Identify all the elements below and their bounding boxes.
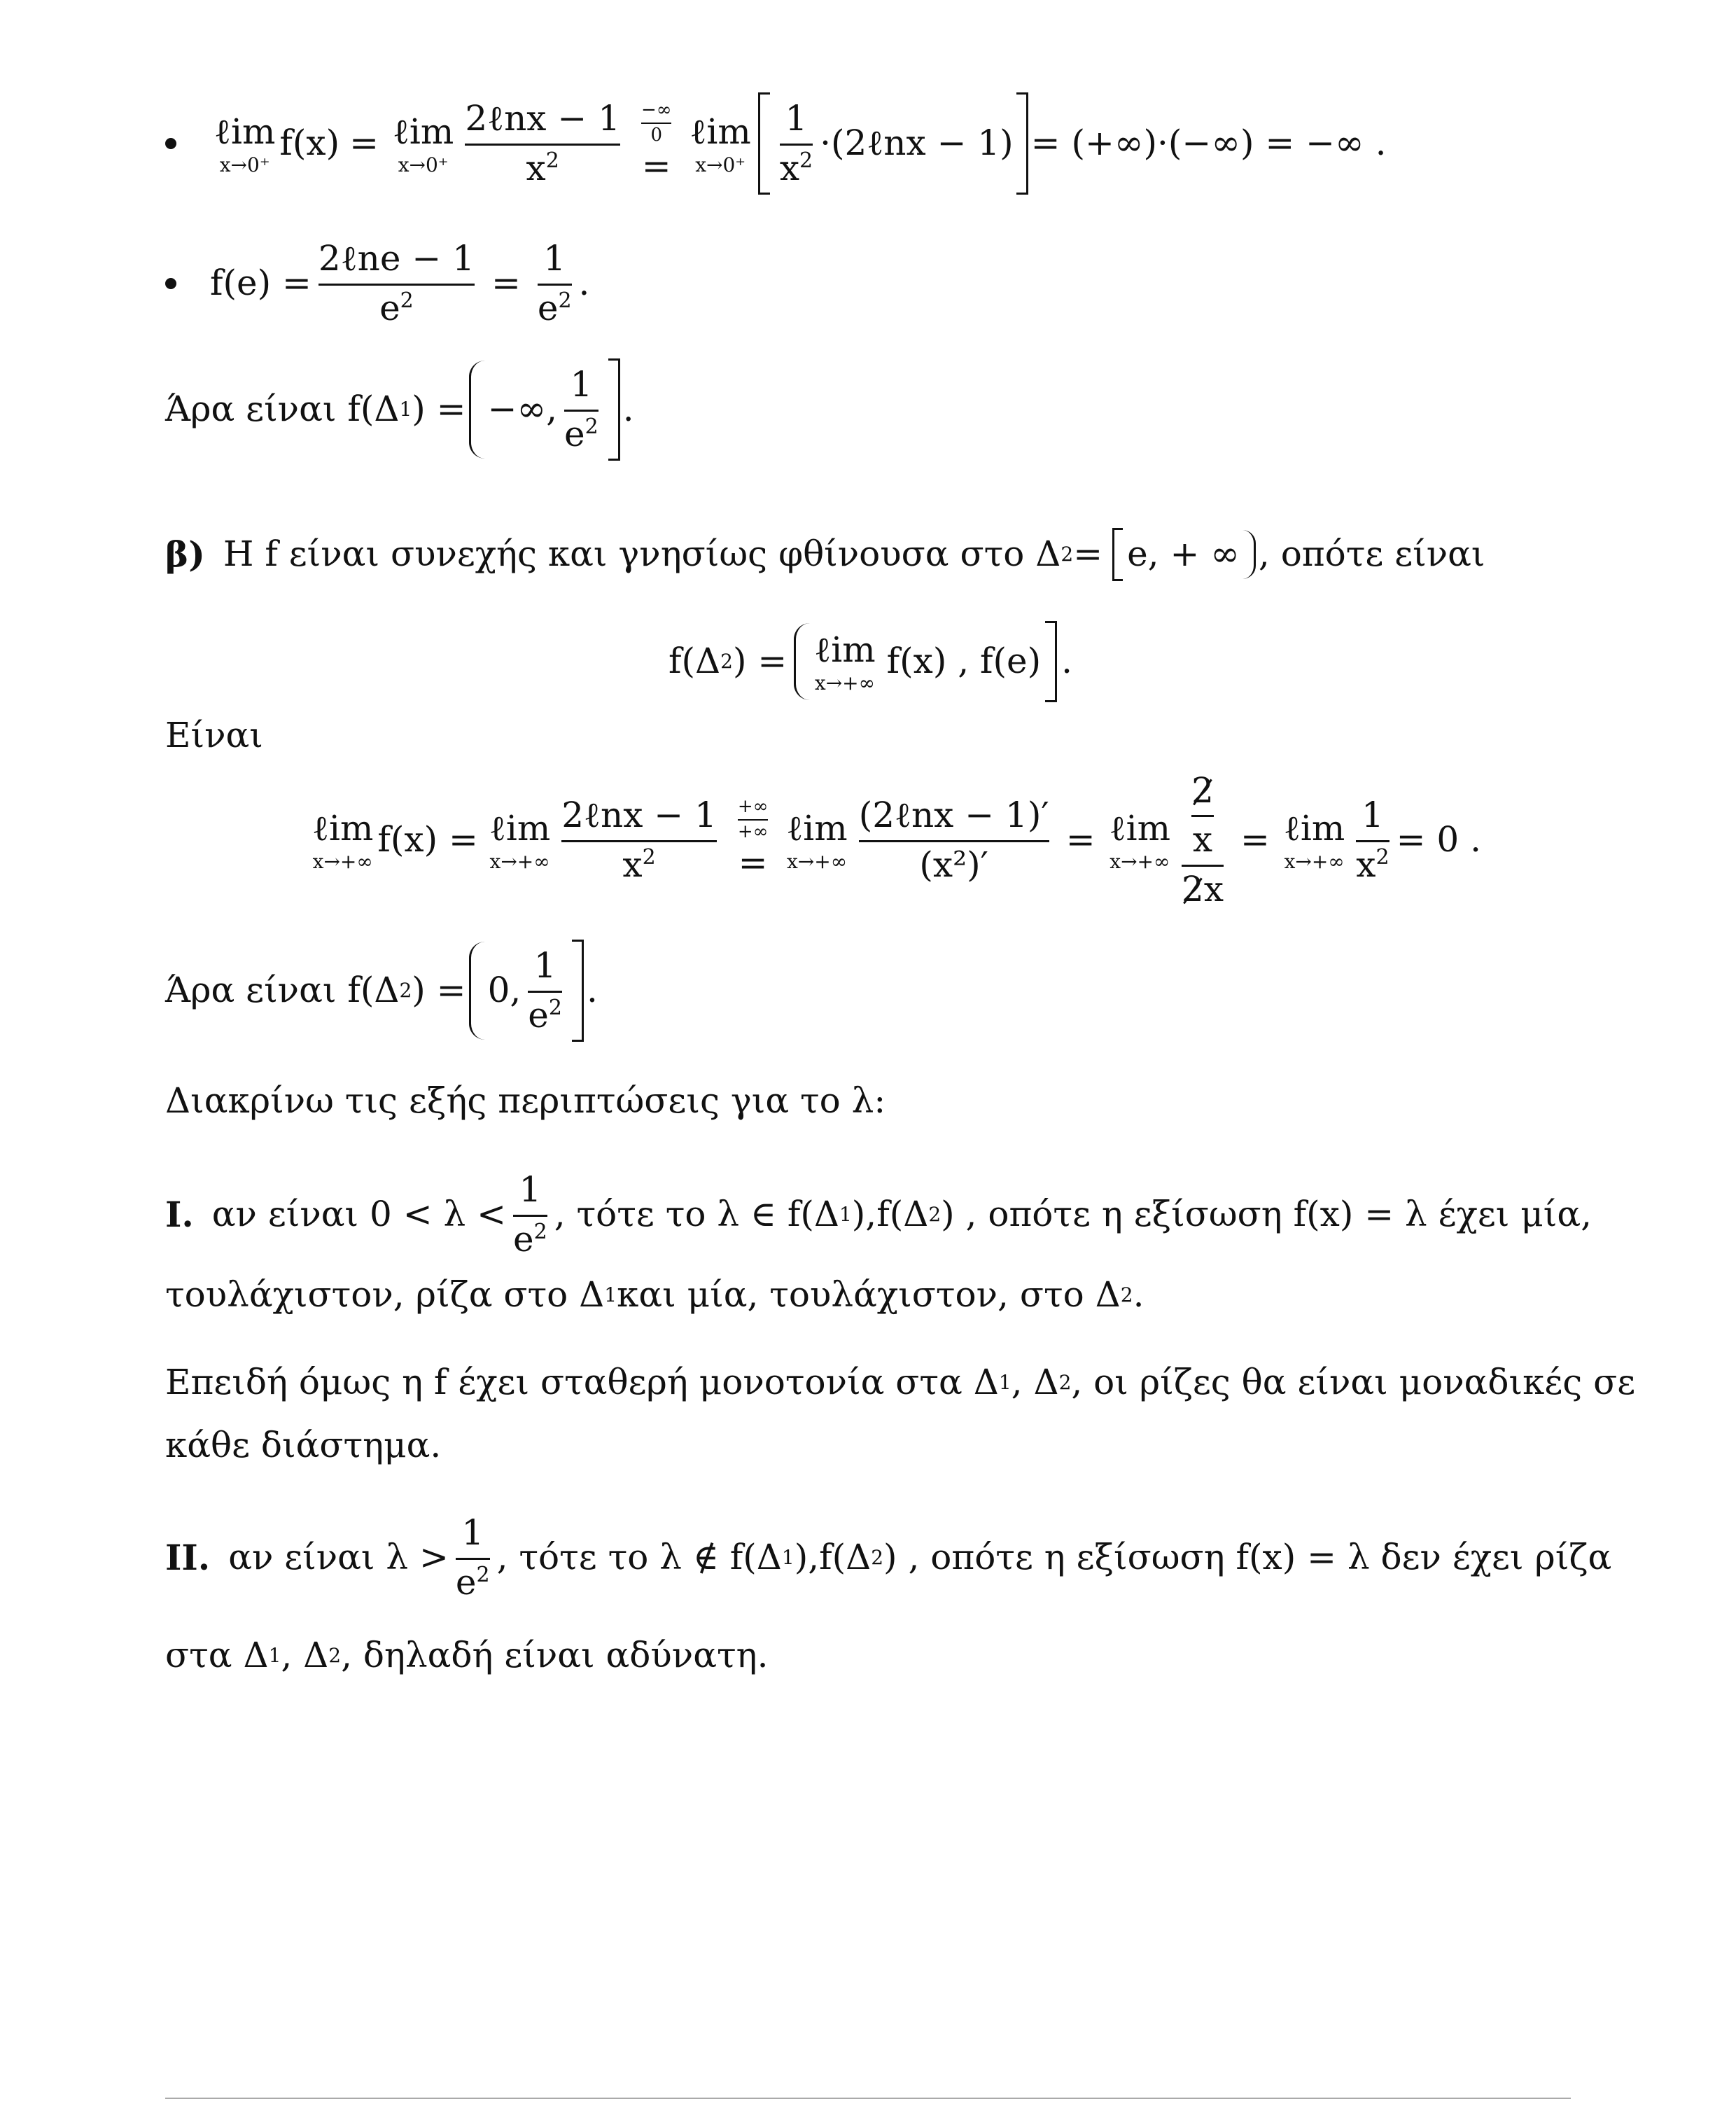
limit-result: = 0 . bbox=[1396, 819, 1481, 860]
text-line: Διακρίνω τις εξής περιπτώσεις για το λ: bbox=[165, 1080, 886, 1122]
limit-operator: ℓim x→+∞ bbox=[1109, 808, 1170, 873]
fraction: $\frac{1}{e^2}$ bbox=[537, 238, 572, 328]
bullet bbox=[165, 278, 176, 289]
compound-fraction: $\frac{\frac{2}{x}}{2x}$ bbox=[1182, 769, 1224, 909]
limit-operator: ℓim x→+∞ bbox=[814, 629, 876, 695]
bullet bbox=[165, 138, 176, 149]
limit-result: = (+∞)·(−∞) = −∞ . bbox=[1030, 123, 1387, 164]
fraction: $\frac{1}{e^2}$ bbox=[455, 1512, 490, 1603]
case-one-line-2: τουλάχιστον, ρίζα στο Δ 1 και μία, τουλάχιστον, στο Δ 2 . bbox=[165, 1274, 1144, 1316]
derivative-fraction: $\frac{\text{(2ℓnx − 1)′}}{\text{(x²)′}}$ bbox=[858, 795, 1049, 885]
case-two-line-2: στα Δ 1 , Δ 2 , δηλαδή είναι αδύνατη. bbox=[165, 1635, 769, 1676]
limit-zero-plus-line: ℓim x→0⁺ f(x) = ℓim x→0⁺ $\frac{\text{2ℓnx − 1}}{x^2}$ $\frac{-\infty}{0}$ = ℓim x→0⁺ $\frac{1}{x^2}$ ·(2ℓnx − 1) = (+∞)·(−∞) = −∞ . bbox=[165, 84, 1736, 203]
fraction: $\frac{1}{e^2}$ bbox=[528, 945, 562, 1035]
range-delta2-line: Άρα είναι f(Δ 2 ) = 0, $\frac{1}{e^2}$ . bbox=[165, 938, 1736, 1043]
limit-operator: ℓim x→+∞ bbox=[786, 808, 848, 873]
footer-rule bbox=[165, 2098, 1571, 2099]
limit-operator: ℓim x→+∞ bbox=[489, 808, 551, 873]
limit-operator: ℓim x→+∞ bbox=[312, 808, 374, 873]
indeterminate-eq: $\frac{+\infty}{+\infty}$ = bbox=[737, 796, 769, 884]
case-two-line: II. αν είναι λ > $\frac{1}{e^2}$ , τότε το λ ∉ f(Δ 1 ),f(Δ 2 ) , οπότε η εξίσωση f(x) = λ δεν έχει ρίζα bbox=[165, 1512, 1612, 1603]
case-label: II. bbox=[165, 1537, 211, 1579]
text-line: Είναι bbox=[165, 715, 263, 756]
case-label: I. bbox=[165, 1194, 194, 1236]
limit-operator: ℓim x→0⁺ bbox=[214, 111, 276, 176]
fraction: $\frac{1}{x^2}$ bbox=[779, 98, 813, 188]
indeterminate-eq: $\frac{-\infty}{0}$ = bbox=[641, 99, 672, 187]
limit-operator: ℓim x→0⁺ bbox=[392, 111, 454, 176]
fraction: $\frac{\text{2ℓnx − 1}}{x^2}$ bbox=[561, 795, 717, 885]
case-one-line: I. αν είναι 0 < λ < $\frac{1}{e^2}$ , τότε το λ ∈ f(Δ 1 ),f(Δ 2 ) , οπότε η εξίσωση f(x) = λ έχει μία, bbox=[165, 1169, 1592, 1260]
range-delta1-line: Άρα είναι f(Δ 1 ) = −∞, $\frac{1}{e^2}$ . bbox=[165, 357, 1736, 462]
fraction: $\frac{\text{2ℓne − 1}}{e^2}$ bbox=[318, 238, 475, 328]
paragraph-line-2: κάθε διάστημα. bbox=[165, 1425, 442, 1466]
part-label: β) bbox=[165, 534, 205, 576]
part-beta-heading: β) Η f είναι συνεχής και γνησίως φθίνουσα στο Δ 2 = e, + ∞ , οπότε είναι bbox=[165, 526, 1736, 583]
fx: f(x) bbox=[279, 123, 340, 164]
limit-operator: ℓim x→0⁺ bbox=[690, 111, 751, 176]
fraction: $\frac{\text{2ℓnx − 1}}{x^2}$ bbox=[465, 98, 620, 188]
paragraph-line-1: Επειδή όμως η f έχει σταθερή μονοτονία στα Δ 1 , Δ 2 , οι ρίζες θα είναι μοναδικές σε bbox=[165, 1362, 1636, 1403]
fraction: $\frac{1}{e^2}$ bbox=[513, 1169, 547, 1260]
limit-operator: ℓim x→+∞ bbox=[1283, 808, 1345, 873]
fraction: $\frac{1}{e^2}$ bbox=[564, 364, 598, 454]
f-of-e-line: f(e) = $\frac{\text{2ℓne − 1}}{e^2}$ = $\frac{1}{e^2}$ . bbox=[165, 235, 1736, 333]
fraction: $\frac{1}{x^2}$ bbox=[1356, 795, 1390, 885]
range-delta2-definition: f(Δ 2 ) = ℓim x→+∞ f(x) , f(e) . bbox=[668, 616, 1736, 707]
limit-infinity-line: ℓim x→+∞ f(x) = ℓim x→+∞ $\frac{\text{2ℓnx − 1}}{x^2}$ $\frac{+\infty}{+\infty}$ = ℓim x→+∞ $\frac{\text{(2ℓnx − 1)′}}{\text{(x²)′}}$ = ℓim x→+∞ $\frac{\frac{2}{x}}{2x}$ = ℓim x→+∞ $\frac{1}{x^2}$ = 0 . bbox=[312, 769, 1481, 909]
